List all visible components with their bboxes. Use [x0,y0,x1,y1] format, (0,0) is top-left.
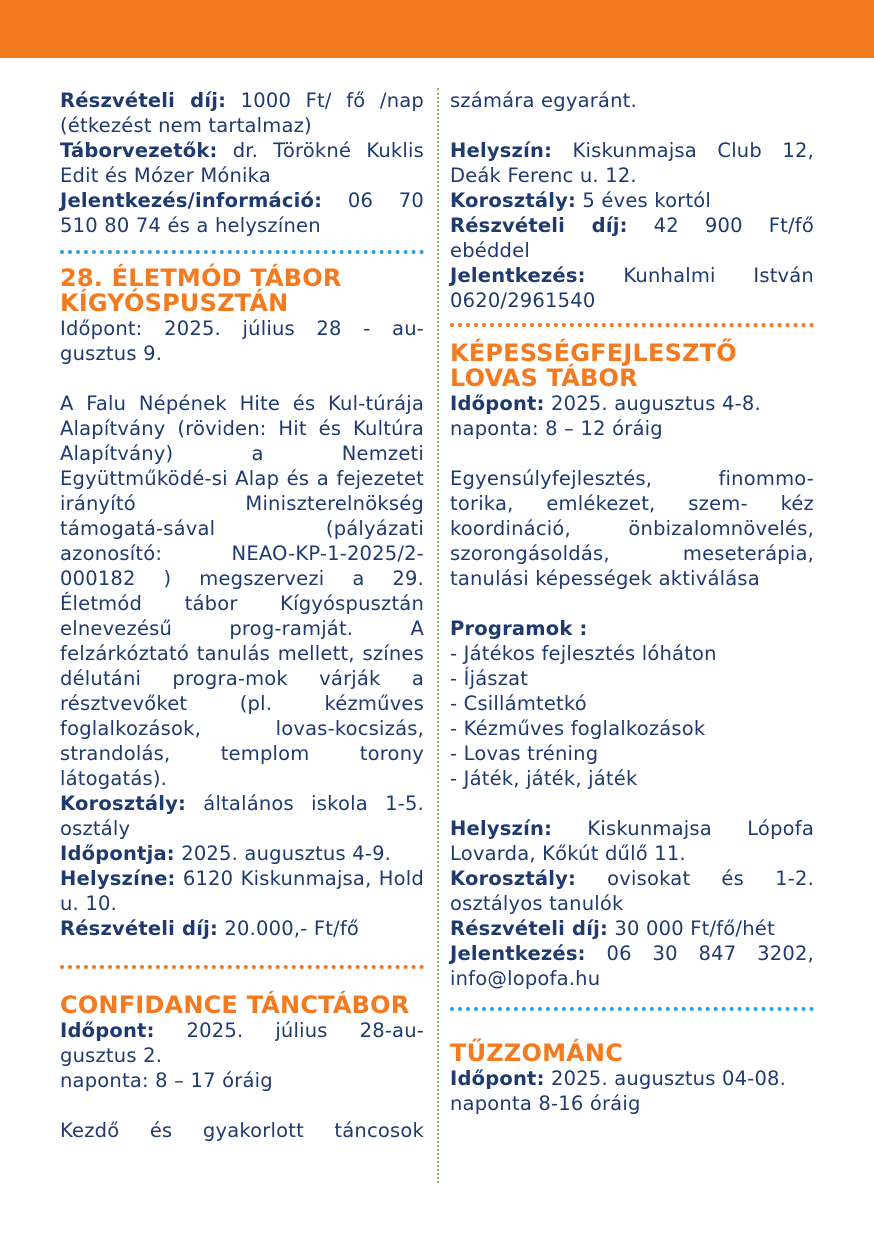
right-column [450,88,814,1116]
riding-fee-value: 30 000 Ft/fő/hét [607,917,775,940]
fee-label: Részvételi díj: [60,89,227,112]
riding-title-line1: KÉPESSÉGFEJLESZTŐ [450,339,737,367]
riding-place-label: Helyszín: [450,817,553,840]
contact-info [60,188,424,238]
confidance-daily: naponta: 8 – 17 óráig [60,1069,273,1092]
list-item: - Csillámtetkó [450,692,587,715]
confidance-date [60,1018,424,1068]
riding-contact [450,941,814,991]
confidance-age-label: Korosztály: [450,189,577,212]
confidance-date-value: 2025. július 28-au-gusztus 2. [60,1019,424,1067]
riding-daily: naponta: 8 – 12 óráig [450,417,663,440]
confidance-fee [450,213,814,263]
age-label: Korosztály: [60,792,187,815]
riding-date [450,391,814,416]
confidance-contact [450,263,814,313]
list-item: - Játékos fejlesztés lóháton [450,642,717,665]
confidance-contact-label: Jelentkezés: [450,264,586,287]
riding-place-value: Kiskunmajsa Lópofa Lovarda, Kőkút dűlő 11. [450,817,814,865]
riding-age-value: ovisokat és 1-2. osztályos tanulók [450,867,814,915]
confidance-place-value: Kiskunmajsa Club 12, Deák Ferenc u. 12. [450,139,814,187]
place-value: 6120 Kiskunmajsa, Hold u. 10. [60,867,424,915]
when-info [60,841,424,866]
when-value: 2025. augusztus 4-9. [174,842,392,865]
fee-info-28 [60,916,424,941]
riding-date-value: 2025. augusztus 4-8. [544,392,761,415]
enamel-daily: naponta 8-16 óráig [450,1092,641,1115]
place-info [60,866,424,916]
confidance-contact-value: Kunhalmi István 0620/2961540 [450,264,814,312]
programs-list [450,641,814,791]
leaders-value: dr. Törökné Kuklis Edit és Mózer Mónika [60,139,424,187]
riding-place [450,816,814,866]
enamel-title: TŰZZOMÁNC [450,1039,624,1067]
confidance-intro: Kezdő és gyakorlott táncosok [60,1119,424,1142]
leaders-label: Táborvezetők: [60,139,218,162]
age-value: általános iskola 1-5. osztály [60,792,424,840]
confidance-continuation: számára egyaránt. [450,89,637,112]
riding-age-label: Korosztály: [450,867,577,890]
confidance-fee-label: Részvételi díj: [450,214,628,237]
date-line1: Időpont: 2025. július 28 - au- [60,317,424,340]
confidance-place [450,138,814,188]
confidance-age-value: 5 éves kortól [576,189,712,212]
date-line2: gusztus 9. [60,342,163,365]
column-divider [437,88,439,1183]
fee-info [60,88,424,138]
enamel-date-label: Időpont: [450,1067,545,1090]
enamel-date-value: 2025. augusztus 04-08. [544,1067,787,1090]
list-item: - Lovas tréning [450,742,599,765]
riding-contact-value: 06 30 847 3202, info@lopofa.hu [450,942,814,990]
camp-description: A Falu Népének Hite és Kul-túrája Alapítvány (röviden: Hit és Kultúra Alapítvány) a Nemzeti Együttműködé-si Alap és a fejezetet irányító Miniszterelnökség támogatá-sával (pályázati azonosító: NEAO-KP-1-2025/2-000182 ) megszervezi a 29. Életmód tábor Kígyóspusztán elnevezésű prog-ramját. A felzárkóztató tanulás mellett, színes délutáni progra-mok várják a résztvevőket (pl. kézműves foglalkozások, lovas-kocsizás, strandolás, templom torony látogatás). [60,392,424,790]
riding-fee-label: Részvételi díj: [450,917,608,940]
riding-date-label: Időpont: [450,392,545,415]
riding-age [450,866,814,916]
enamel-date [450,1066,814,1091]
fee-label-28: Részvételi díj: [60,917,218,940]
leaders-info [60,138,424,188]
confidance-place-label: Helyszín: [450,139,553,162]
fee-value-28: 20.000,- Ft/fő [217,917,360,940]
list-item: - Íjászat [450,667,529,690]
left-column [60,88,424,1143]
confidance-title: CONFIDANCE TÁNCTÁBOR [60,991,410,1019]
section-title-line1: 28. ÉLETMÓD TÁBOR [60,264,342,292]
fee-value: 1000 Ft/ fő /nap (étkezést nem tartalmaz) [60,89,424,137]
riding-fee [450,916,814,941]
confidance-age [450,188,814,213]
list-item: - Kézműves foglalkozások [450,717,706,740]
age-info [60,791,424,841]
list-item: - Játék, játék, játék [450,767,638,790]
confidance-fee-value: 42 900 Ft/fő ebéddel [450,214,814,262]
confidance-date-label: Időpont: [60,1019,155,1042]
riding-title-line2: LOVAS TÁBOR [450,364,638,392]
place-label: Helyszíne: [60,867,176,890]
contact-value: 06 70 510 80 74 és a helyszínen [60,189,424,237]
riding-description: Egyensúlyfejlesztés, finommo-torika, emlékezet, szem- kéz koordináció, önbizalomnövelés, szorongásoldás, meseterápia, tanulási képességek aktiválása [450,467,814,590]
riding-contact-label: Jelentkezés: [450,942,586,965]
header-bar [0,0,874,58]
programs-label: Programok : [450,617,588,640]
section-title-line2: KÍGYÓSPUSZTÁN [60,289,289,317]
when-label: Időpontja: [60,842,175,865]
contact-label: Jelentkezés/információ: [60,189,323,212]
